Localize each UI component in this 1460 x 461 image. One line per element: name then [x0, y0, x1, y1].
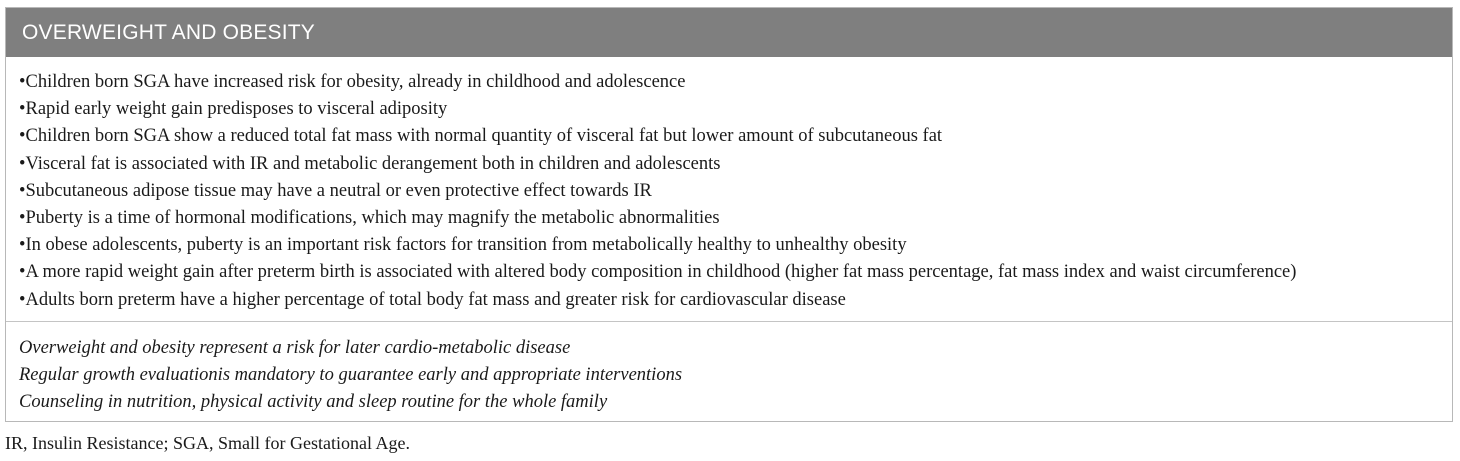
findings-list: [6, 57, 1452, 321]
finding-text: Rapid early weight gain predisposes to visceral adiposity: [25, 99, 448, 120]
finding-text: Adults born preterm have a higher percentage of total body fat mass and greater risk for cardiovascular disease: [25, 289, 846, 310]
table-footnote: IR, Insulin Resistance; SGA, Small for Gestational Age.: [5, 433, 410, 453]
finding-text: In obese adolescents, puberty is an important risk factors for transition from metabolically healthy to unhealthy obesity: [25, 235, 907, 256]
finding-item: [19, 178, 1452, 205]
finding-text: Visceral fat is associated with IR and metabolic derangement both in children and adolescents: [25, 153, 721, 174]
bullet: •: [19, 208, 26, 229]
finding-text: Children born SGA have increased risk for obesity, already in childhood and adolescence: [25, 72, 686, 92]
table-title: OVERWEIGHT AND OBESITY: [6, 8, 1452, 57]
finding-text: A more rapid weight gain after preterm birth is associated with altered body composition in childhood (higher fat mass percentage, fat mass index and waist circumference): [25, 262, 1297, 283]
conclusions-list: [6, 322, 1452, 417]
bullet: •: [19, 126, 26, 147]
finding-text: Subcutaneous adipose tissue may have a neutral or even protective effect towards IR: [25, 180, 652, 201]
finding-item: [19, 287, 1452, 314]
bullet: •: [19, 72, 26, 92]
conclusion-item: Regular growth evaluationis mandatory to guarantee early and appropriate interventions: [19, 365, 683, 386]
bullet: •: [19, 99, 26, 120]
finding-item: [19, 151, 1452, 178]
finding-item: [19, 96, 1452, 123]
finding-text: Puberty is a time of hormonal modifications, which may magnify the metabolic abnormalities: [25, 208, 720, 229]
bullet: •: [19, 153, 26, 174]
bullet: •: [19, 235, 26, 256]
finding-item: [19, 123, 1452, 150]
finding-item: [19, 232, 1452, 259]
bullet: •: [19, 262, 26, 283]
bullet: •: [19, 180, 26, 201]
finding-item: [19, 259, 1452, 286]
finding-text: Children born SGA show a reduced total fat mass with normal quantity of visceral fat but lower amount of subcutaneous fat: [25, 126, 943, 147]
finding-item: [19, 69, 1452, 96]
conclusion-item: Counseling in nutrition, physical activity and sleep routine for the whole family: [19, 392, 608, 413]
finding-item: [19, 205, 1452, 232]
summary-table: [5, 7, 1453, 422]
bullet: •: [19, 289, 26, 310]
conclusion-item: Overweight and obesity represent a risk for later cardio-metabolic disease: [19, 338, 571, 358]
